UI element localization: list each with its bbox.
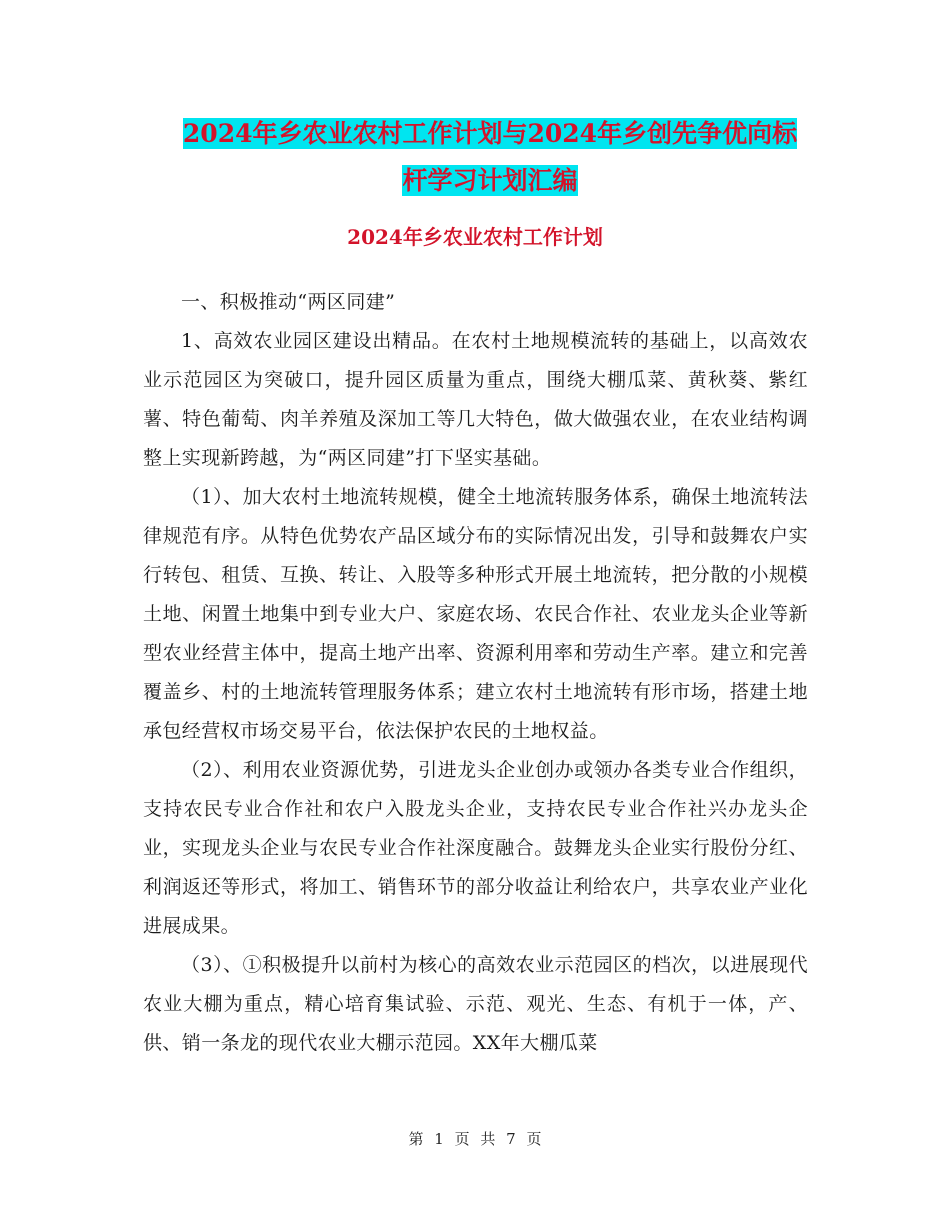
paragraph: （2）、利用农业资源优势，引进龙头企业创办或领办各类专业合作组织，支持农民专业合作社和农户入股龙头企业，支持农民专业合作社兴办龙头企业，实现龙头企业与农民专业合作社深度融合。鼓舞龙头企业实行股份分红、利润返还等形式，将加工、销售环节的部分收益让利给农户，共享农业产业化进展成果。 xyxy=(143,759,808,937)
paragraph-heading: 一、积极推动“两区同建” xyxy=(181,291,396,313)
paragraph: （3）、①积极提升以前村为核心的高效农业示范园区的档次，以进展现代农业大棚为重点，精心培育集试验、示范、观光、生态、有机于一体，产、供、销一条龙的现代农业大棚示范园。XX年大棚瓜菜 xyxy=(143,954,808,1054)
title-line-2: 杆学习计划汇编 xyxy=(402,166,578,195)
title-line-1: 2024年乡农业农村工作计划与2024年乡创先争优向标 xyxy=(182,119,798,148)
body-text xyxy=(143,283,808,1063)
paragraph: （1）、加大农村土地流转规模，健全土地流转服务体系，确保土地流转法律规范有序。从特色优势农产品区域分布的实际情况出发，引导和鼓舞农户实行转包、租赁、互换、转让、入股等多种形式开展土地流转，把分散的小规模土地、闲置土地集中到专业大户、家庭农场、农民合作社、农业龙头企业等新型农业经营主体中，提高土地产出率、资源利用率和劳动生产率。建立和完善覆盖乡、村的土地流转管理服务体系；建立农村土地流转有形市场，搭建土地承包经营权市场交易平台，依法保护农民的土地权益。 xyxy=(143,486,808,742)
paragraph: 1、高效农业园区建设出精品。在农村土地规模流转的基础上，以高效农业示范园区为突破口，提升园区质量为重点，围绕大棚瓜菜、黄秋葵、紫红薯、特色葡萄、肉羊养殖及深加工等几大特色，做大做强农业，在农业结构调整上实现新跨越，为“两区同建”打下坚实基础。 xyxy=(143,330,808,469)
section-title: 2024年乡农业农村工作计划 xyxy=(347,225,603,249)
document-title xyxy=(140,110,840,204)
page-number-footer: 第 1 页 共 7 页 xyxy=(408,1130,542,1148)
